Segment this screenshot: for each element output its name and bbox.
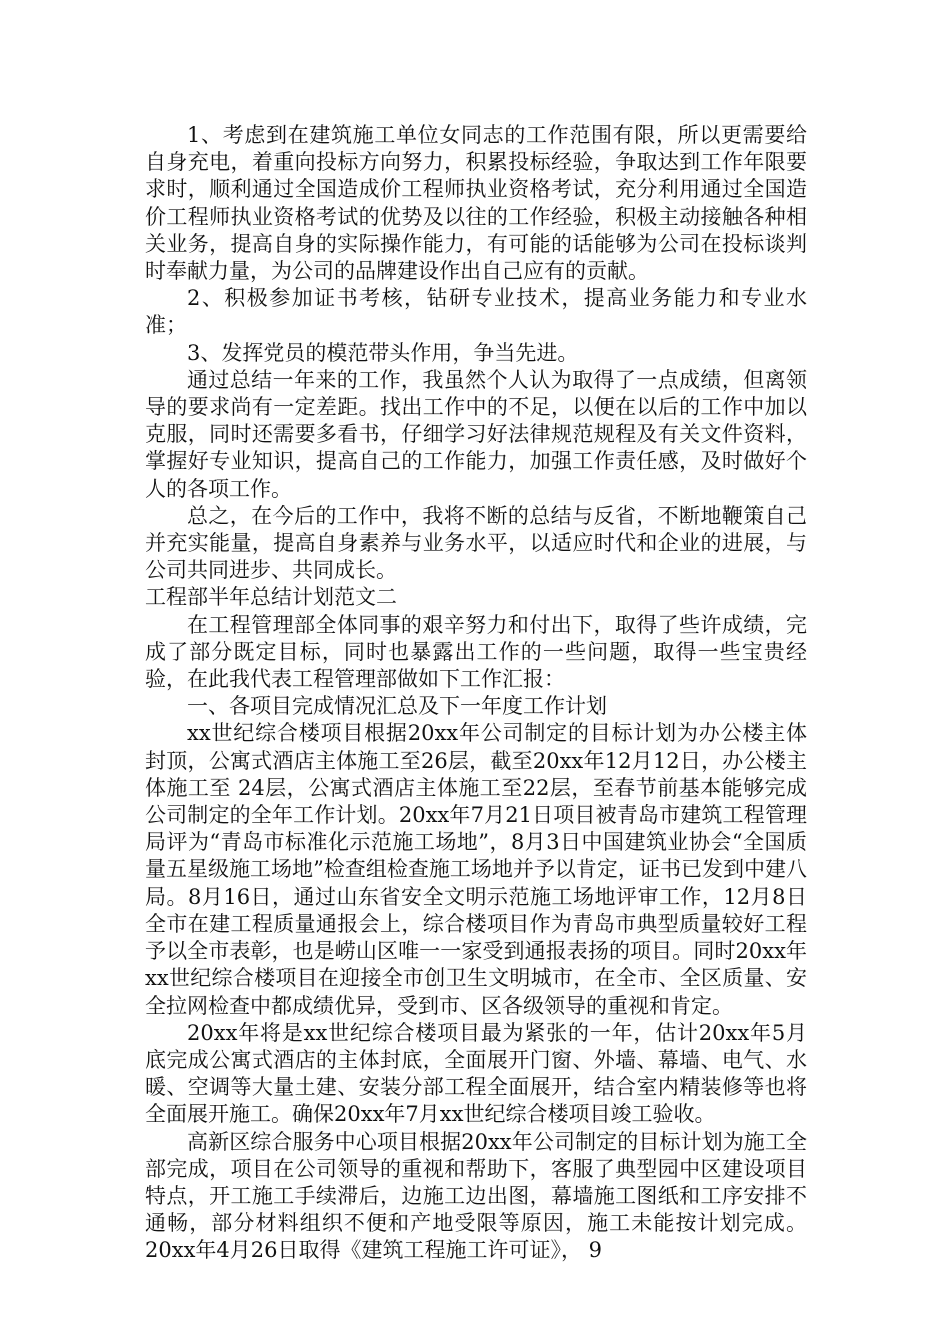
paragraph-next-year-plan: 20xx年将是xx世纪综合楼项目最为紧张的一年，估计20xx年5月底完成公寓式酒店的主体封底，全面展开门窗、外墙、幕墙、电气、水暖、空调等大量土建、安装分部工程全面展开，结合室内精装修等也将全面展开施工。确保20xx年7月xx世纪综合楼项目竣工验收。 [145,1020,807,1127]
paragraph-complex-building: xx世纪综合楼项目根据20xx年公司制定的目标计划为办公楼主体封顶，公寓式酒店主体施工至26层，截至20xx年12月12日，办公楼主体施工至 24层，公寓式酒店主体施工至22层，至春节前基本能够完成公司制定的全年工作计划。20xx年7月21日项目被青岛市建筑工程管理局评为“青岛市标准化示范施工场地”，8月3日中国建筑业协会“全国质量五星级施工场地”检查组检查施工场地并予以肯定，证书已发到中建八局。8月16日，通过山东省安全文明示范施工场地评审工作，12月8日全市在建工程质量通报会上，综合楼项目作为青岛市典型质量较好工程予以全市表彰，也是崂山区唯一一家受到通报表扬的项目。同时20xx年 xx世纪综合楼项目在迎接全市创卫生文明城市，在全市、全区质量、安全拉网检查中都成绩优异，受到市、区各级领导的重视和肯定。 [145,721,807,1018]
paragraph-certification: 2、积极参加证书考核，钻研专业技术，提高业务能力和专业水准； [145,286,807,338]
section-heading: 工程部半年总结计划范文二 [145,585,397,610]
paragraph-intro: 在工程管理部全体同事的艰辛努力和付出下，取得了些许成绩，完成了部分既定目标，同时也暴露出工作的一些问题，取得一些宝贵经验，在此我代表工程管理部做如下工作汇报： [145,612,807,692]
subsection-heading: 一、各项目完成情况汇总及下一年度工作计划 [187,694,607,719]
document-page [145,122,807,1265]
paragraph-conclusion: 总之，在今后的工作中，我将不断的总结与反省，不断地鞭策自己并充实能量，提高自身素养与业务水平，以适应时代和企业的进展，与公司共同进步、共同成长。 [145,503,807,583]
paragraph-career-goal: 1、考虑到在建筑施工单位女同志的工作范围有限，所以更需要给自身充电，着重向投标方向努力，积累投标经验，争取达到工作年限要求时，顺利通过全国造成价工程师执业资格考试，充分利用通过全国造价工程师执业资格考试的优势及以往的工作经验，积极主动接触各种相关业务，提高自身的实际操作能力，有可能的话能够为公司在投标谈判时奉献力量，为公司的品牌建设作出自己应有的贡献。 [145,123,807,284]
paragraph-service-center: 高新区综合服务中心项目根据20xx年公司制定的目标计划为施工全部完成，项目在公司领导的重视和帮助下，客服了典型园中区建设项目特点，开工施工手续滞后，边施工边出图，幕墙施工图纸和工序安排不通畅，部分材料组织不便和产地受限等原因，施工未能按计划完成。20xx年4月26日取得《建筑工程施工许可证》， 9 [145,1129,807,1263]
paragraph-year-summary: 通过总结一年来的工作，我虽然个人认为取得了一点成绩，但离领导的要求尚有一定差距。找出工作中的不足，以便在以后的工作中加以克服，同时还需要多看书，仔细学习好法律规范规程及有关文件资料，掌握好专业知识，提高自己的工作能力，加强工作责任感，及时做好个人的各项工作。 [145,367,807,501]
paragraph-party-member: 3、发挥党员的模范带头作用，争当先进。 [187,340,579,365]
